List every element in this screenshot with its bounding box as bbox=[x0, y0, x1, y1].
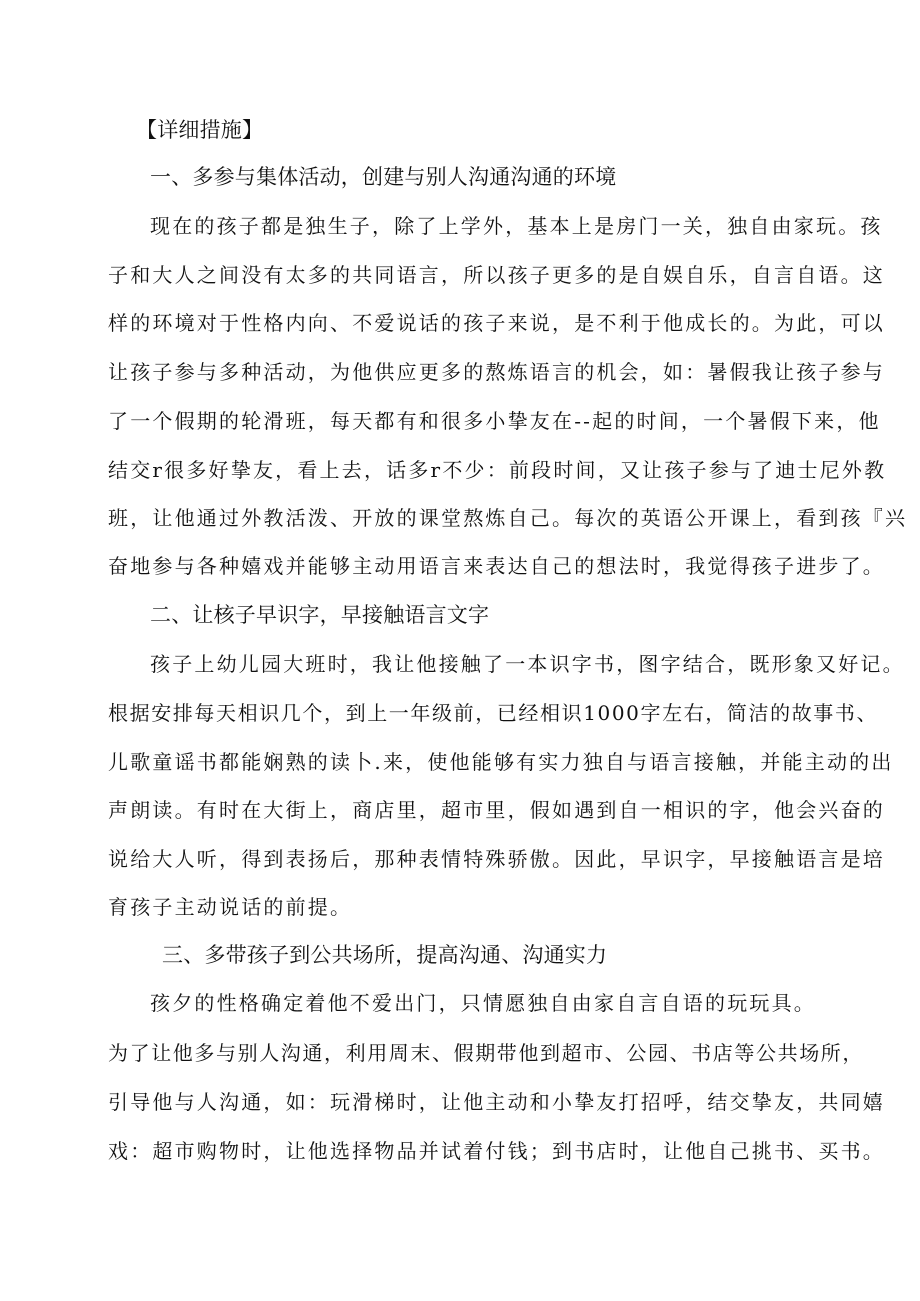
paragraph-line: 戏：超市购物时，让他选择物品并试着付钱；到书店时，让他自己挑书、买书。 bbox=[108, 1139, 885, 1163]
paragraph-line: 孩夕的性格确定着他不爱出门，只情愿独自由家自言自语的玩玩具。 bbox=[150, 991, 816, 1015]
paragraph-line: 根据安排每天相识几个，到上一年级前，已经相识1000字左右，简洁的故事书、 bbox=[108, 701, 879, 725]
paragraph-line: 说给大人听，得到表扬后，那种表情特殊骄傲。因此，早识字，早接触语言是培 bbox=[108, 847, 885, 871]
paragraph-line: 子和大人之间没有太多的共同语言，所以孩子更多的是自娱自乐，自言自语。这 bbox=[108, 263, 885, 287]
section-heading-2: 二、让核子早识字，早接触语言文字 bbox=[150, 603, 490, 627]
section-heading-3: 三、多带孩子到公共场所，提高沟通、沟通实力 bbox=[162, 943, 608, 967]
paragraph-line: 班，让他通过外教活泼、开放的课堂熬炼自己。每次的英语公开课上，看到孩『兴 bbox=[108, 506, 908, 530]
paragraph-line: 让孩子参与多种活动，为他供应更多的熬炼语言的机会，如：暑假我让孩子参与 bbox=[108, 360, 885, 384]
paragraph-line: 了一个假期的轮滑班，每天都有和很多小挚友在--起的时间，一个暑假下来，他 bbox=[108, 409, 881, 433]
paragraph-line: 引导他与人沟通，如：玩滑梯时，让他主动和小挚友打招呼，结交挚友，共同嬉 bbox=[108, 1090, 885, 1114]
paragraph-line: 奋地参与各种嬉戏并能够主动用语言来表达自己的想法时，我觉得孩子进步了。 bbox=[108, 554, 885, 578]
paragraph-line: 现在的孩子都是独生子，除了上学外，基本上是房门一关，独自由家玩。孩 bbox=[150, 214, 883, 238]
section-label: 【详细措施】 bbox=[136, 118, 264, 142]
paragraph-line: 为了让他多与别人沟通，利用周末、假期带他到超市、公园、书店等公共场所， bbox=[108, 1041, 864, 1065]
paragraph-line: 结交r很多好挚友，看上去，话多r不少：前段时间，又让孩子参与了迪士尼外教 bbox=[108, 458, 887, 482]
paragraph-line: 声朗读。有时在大街上，商店里，超市里，假如遇到自一相识的字，他会兴奋的 bbox=[108, 798, 885, 822]
paragraph-line: 儿歌童谣书都能娴熟的读卜.来，使他能够有实力独自与语言接触，并能主动的出 bbox=[108, 750, 894, 774]
paragraph-line: 样的环境对于性格内向、不爱说话的孩子来说，是不利于他成长的。为此，可以 bbox=[108, 311, 885, 335]
paragraph-line: 育孩子主动说话的前提。 bbox=[108, 895, 353, 919]
section-heading-1: 一、多参与集体活动，创建与别人沟通沟通的环境 bbox=[150, 165, 617, 189]
paragraph-line: 孩子上幼儿园大班时，我让他接触了一本识字书，图字结合，既形象又好记。 bbox=[150, 652, 905, 676]
